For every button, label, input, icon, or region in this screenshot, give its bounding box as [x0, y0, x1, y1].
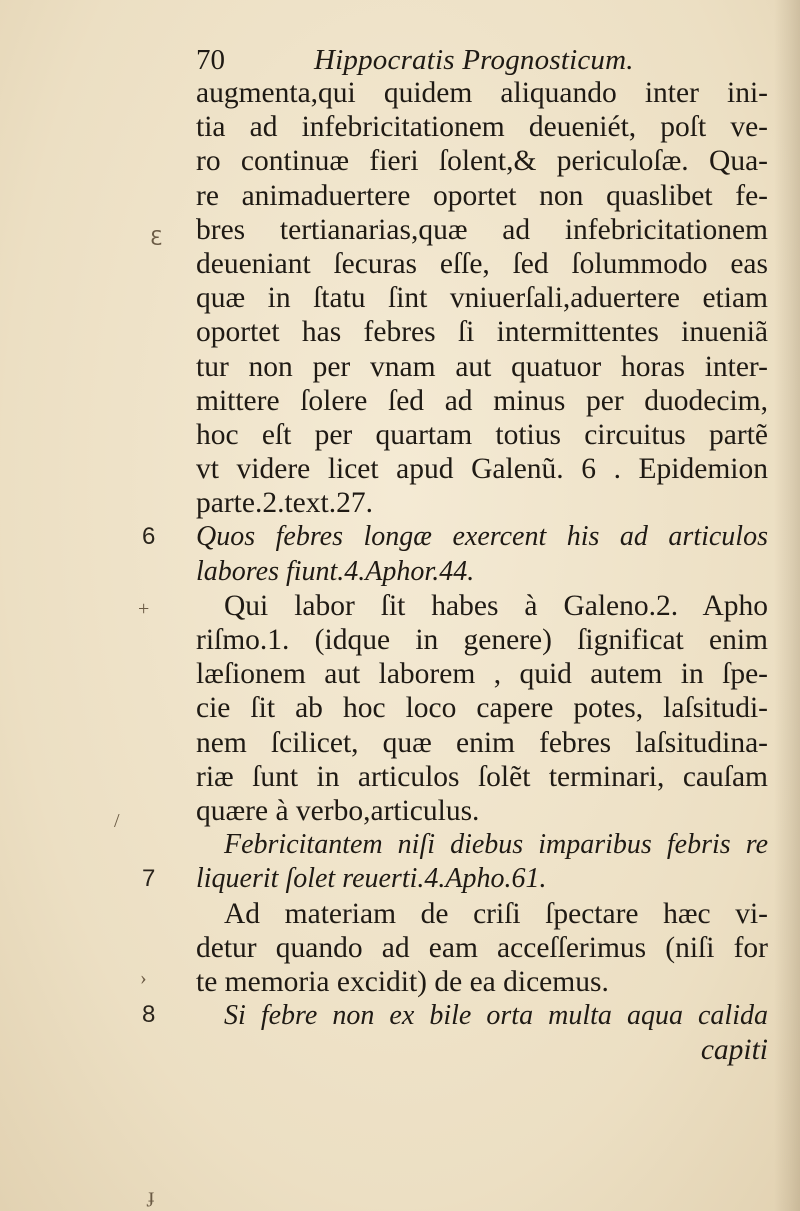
text-line: Quos febres longæ exercent his ad articulos: [196, 521, 768, 553]
text-line: mittere ſolere ſed ad minus per duodecim,: [196, 384, 768, 417]
margin-number: 6: [142, 522, 156, 550]
text-line: tia ad infebricitationem deueniét, poſt ve-: [196, 111, 768, 144]
text-line: parte.2.text.27.: [196, 487, 373, 520]
text-line: læſionem aut laborem , quid autem in ſpe-: [196, 658, 768, 691]
text-line: riſmo.1. (idque in genere) ſignificat enim: [196, 624, 768, 656]
text-line: labores fiunt.4.Aphor.44.: [196, 555, 475, 587]
text-line: cie ſit ab hoc loco capere potes, laſsitudi-: [196, 692, 768, 725]
text-line: oportet has febres ſi intermittentes inueniã: [196, 316, 768, 349]
text-line: vt videre licet apud Galenũ. 6 . Epidemion: [196, 453, 768, 486]
text-line: bres tertianarias,quæ ad infebricitationem: [196, 213, 768, 246]
text-line: te memoria excidit) de ea dicemus.: [196, 965, 609, 998]
margin-mark: +: [138, 598, 150, 620]
text-line: augmenta,qui quidem aliquando inter ini-: [196, 77, 768, 109]
text-line: nem ſcilicet, quæ enim febres laſsitudina-: [196, 726, 768, 759]
running-title: Hippocratis Prognosticum.: [314, 44, 634, 76]
text-line: capiti: [700, 1034, 768, 1067]
margin-number: 7: [142, 864, 156, 892]
text-line: re animaduertere oportet non quaslibet fe-: [196, 179, 768, 212]
margin-mark: /: [114, 810, 120, 832]
running-header: [196, 40, 766, 80]
page-edge-shadow: [774, 0, 800, 1211]
text-line: quæ in ſtatu ſint vniuerſali,aduertere etiam: [196, 282, 768, 315]
text-line: Si febre non ex bile orta multa aqua calida: [224, 1000, 768, 1032]
text-line: riæ ſunt in articulos ſolẽt terminari, cauſam: [196, 760, 768, 793]
margin-mark: ɟ: [148, 1185, 155, 1207]
text-line: liquerit ſolet reuerti.4.Apho.61.: [196, 863, 547, 895]
text-line: ro continuæ fieri ſolent,& periculoſæ. Qua-: [196, 145, 768, 178]
text-block: [196, 76, 768, 1067]
text-line: detur quando ad eam acceſſerimus (niſi for: [196, 931, 768, 964]
page-number: 70: [196, 44, 225, 76]
text-line: Ad materiam de criſi ſpectare hæc vi-: [224, 897, 768, 930]
text-line: tur non per vnam aut quatuor horas inter-: [196, 350, 768, 383]
margin-number: 8: [142, 1001, 156, 1029]
text-line: Qui labor ſit habes à Galeno.2. Apho: [224, 589, 768, 622]
margin-mark: ›: [140, 967, 147, 989]
text-line: quære à verbo,articulus.: [196, 794, 480, 827]
text-line: Febricitantem niſi diebus imparibus febris re: [224, 829, 768, 861]
text-line: hoc eſt per quartam totius circuitus partẽ: [196, 418, 768, 451]
text-line: deueniant ſecuras eſſe, ſed ſolummodo eas: [196, 247, 768, 280]
margin-mark: ℇ: [150, 228, 163, 250]
